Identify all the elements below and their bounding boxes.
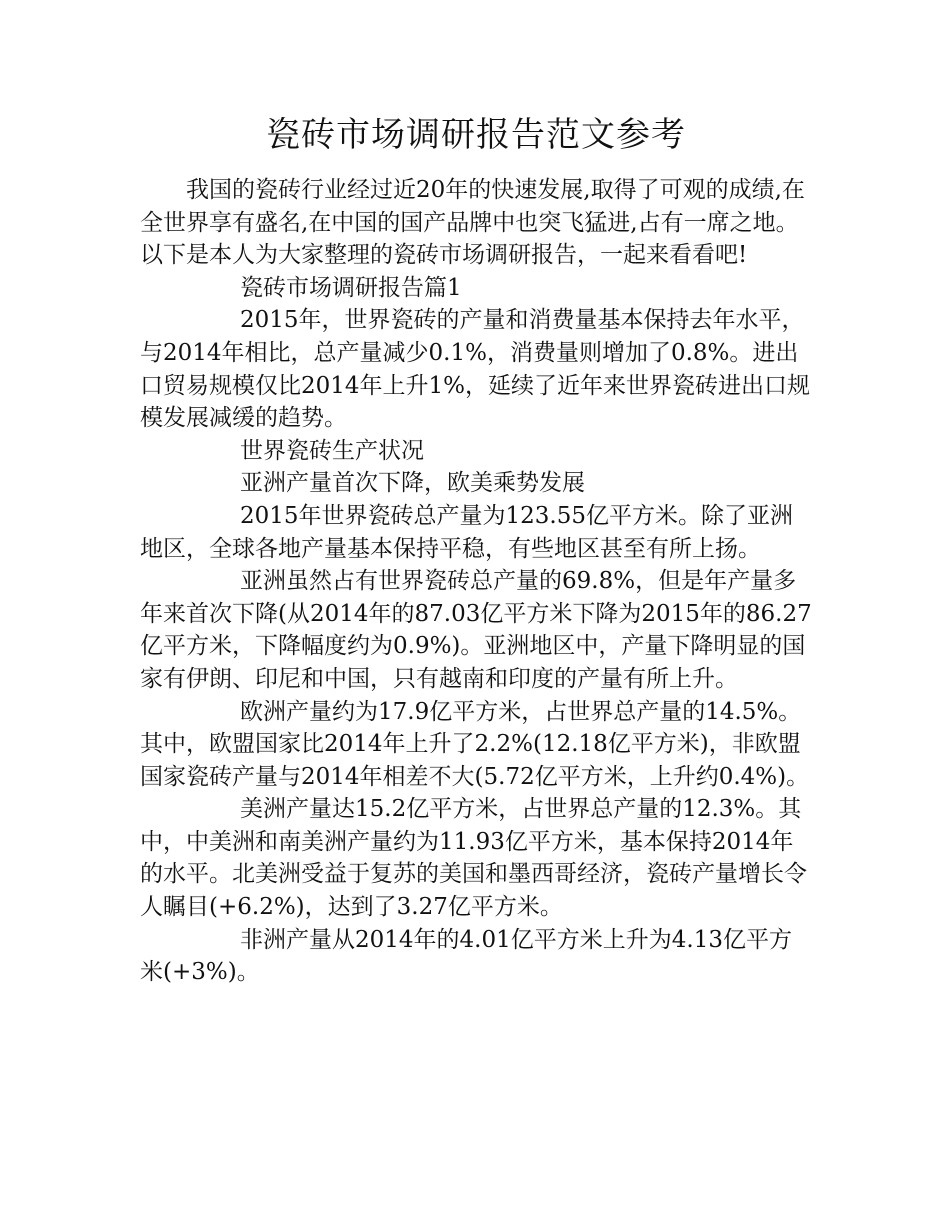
body-paragraph: 2015年，世界瓷砖的产量和消费量基本保持去年水平，与2014年相比，总产量减少0.1%，消费量则增加了0.8%。进出口贸易规模仅比2014年上升1%，延续了近年来世界瓷砖进出口规模发展减缓的趋势。 bbox=[140, 307, 811, 432]
body-paragraph: 美洲产量达15.2亿平方米，占世界总产量的12.3%。其中，中美洲和南美洲产量约为11.93亿平方米，基本保持2014年的水平。北美洲受益于复苏的美国和墨西哥经济，瓷砖产量增长令人瞩目(+6.2%)，达到了3.27亿平方米。 bbox=[140, 796, 807, 921]
document-page bbox=[140, 110, 812, 989]
body-paragraph: 亚洲虽然占有世界瓷砖总产量的69.8%，但是年产量多年来首次下降(从2014年的87.03亿平方米下降为2015年的86.27亿平方米，下降幅度约为0.9%)。亚洲地区中，产量下降明显的国家有伊朗、印尼和中国，只有越南和印度的产量有所上升。 bbox=[140, 568, 812, 692]
body-paragraph: 非洲产量从2014年的4.01亿平方米上升为4.13亿平方米(+3%)。 bbox=[140, 926, 792, 986]
subsection-heading: 世界瓷砖生产状况 bbox=[240, 437, 424, 464]
page-title: 瓷砖市场调研报告范文参考 bbox=[266, 115, 686, 155]
subsection-subheading: 亚洲产量首次下降，欧美乘势发展 bbox=[240, 470, 585, 497]
body-paragraph: 2015年世界瓷砖总产量为123.55亿平方米。除了亚洲地区，全球各地产量基本保持平稳，有些地区甚至有所上扬。 bbox=[140, 502, 794, 562]
body-paragraph: 欧洲产量约为17.9亿平方米，占世界总产量的14.5%。其中，欧盟国家比2014年上升了2.2%(12.18亿平方米)，非欧盟国家瓷砖产量与2014年相差不大(5.72亿平方米，上升约0.4%)。 bbox=[140, 698, 810, 790]
section-heading: 瓷砖市场调研报告篇1 bbox=[240, 274, 462, 301]
intro-paragraph: 我国的瓷砖行业经过近20年的快速发展,取得了可观的成绩,在全世界享有盛名,在中国的国产品牌中也突飞猛进,占有一席之地。以下是本人为大家整理的瓷砖市场调研报告，一起来看看吧! bbox=[140, 177, 805, 269]
